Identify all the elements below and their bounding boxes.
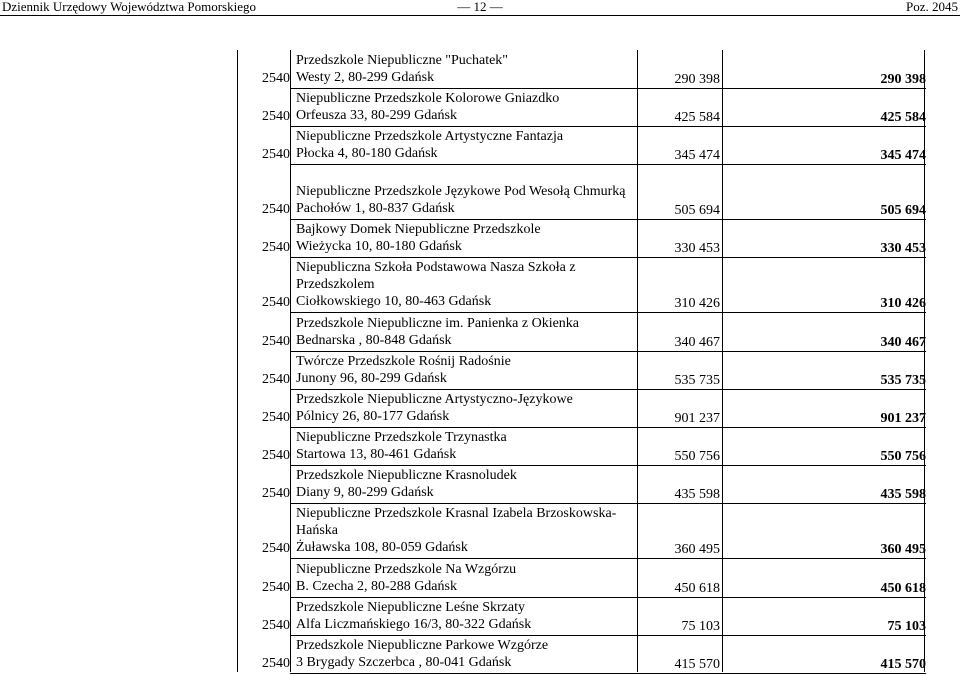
section-code: 2540	[262, 334, 290, 349]
total-value: 450 618	[880, 581, 926, 596]
name-line: Ciołkowskiego 10, 80-463 Gdańsk	[296, 294, 492, 309]
name-line: Przedszkole Niepubliczne Krasnoludek	[296, 468, 517, 483]
institution-name	[296, 315, 636, 349]
institution-name	[296, 467, 636, 501]
name-line: Przedszkole Niepubliczne Leśne Skrzaty	[296, 600, 525, 615]
total-value: 330 453	[880, 241, 926, 256]
name-line: Niepubliczne Przedszkole Artystyczne Fantazja	[296, 129, 564, 144]
page-number: — 12 —	[457, 0, 503, 14]
section-code: 2540	[262, 71, 290, 86]
institution-name	[296, 221, 636, 255]
row-separator	[290, 351, 926, 352]
total-value: 505 694	[880, 203, 926, 218]
name-line: Junony 96, 80-299 Gdańsk	[296, 371, 447, 386]
section-code: 2540	[262, 410, 290, 425]
journal-title: Dziennik Urzędowy Województwa Pomorskiego	[2, 0, 256, 14]
name-line: Diany 9, 80-299 Gdańsk	[296, 485, 434, 500]
total-value: 425 584	[880, 110, 926, 125]
name-line: Niepubliczna Szkoła Podstawowa Nasza Szkoła z	[296, 260, 576, 275]
name-line: Niepubliczne Przedszkole Trzynastka	[296, 430, 507, 445]
name-line: Niepubliczne Przedszkole Kolorowe Gniazdko	[296, 91, 560, 106]
name-line: Przedszkole Niepubliczne Artystyczno-Językowe	[296, 392, 573, 407]
institution-name	[296, 353, 636, 387]
amount-value: 415 570	[674, 657, 720, 672]
amount-value: 290 398	[674, 72, 720, 87]
total-value: 290 398	[880, 72, 926, 87]
section-code: 2540	[262, 541, 290, 556]
section-code: 2540	[262, 618, 290, 633]
row-separator	[290, 389, 926, 390]
amount-value: 330 453	[674, 241, 720, 256]
name-line: Westy 2, 80-299 Gdańsk	[296, 70, 435, 85]
name-line: Niepubliczne Przedszkole Krasnal Izabela Brzoskowska-	[296, 506, 617, 521]
total-value: 415 570	[880, 657, 926, 672]
total-value: 340 467	[880, 335, 926, 350]
section-code: 2540	[262, 295, 290, 310]
name-line: Wieżycka 10, 80-180 Gdańsk	[296, 239, 462, 254]
row-separator	[290, 219, 926, 220]
amount-value: 75 103	[681, 619, 720, 634]
name-line: 3 Brygady Szczerbca , 80-041 Gdańsk	[296, 655, 512, 670]
page-header	[0, 0, 960, 16]
header-rule	[0, 15, 960, 16]
column-divider	[637, 50, 638, 672]
total-value: 550 756	[880, 449, 926, 464]
section-code: 2540	[262, 486, 290, 501]
institution-name	[296, 52, 636, 86]
institution-name	[296, 599, 636, 633]
section-code: 2540	[262, 372, 290, 387]
amount-value: 550 756	[674, 449, 720, 464]
name-line: Niepubliczne Przedszkole Na Wzgórzu	[296, 562, 517, 577]
name-line: Przedszkolem	[296, 277, 375, 292]
amount-value: 450 618	[674, 581, 720, 596]
name-line: Bednarska , 80-848 Gdańsk	[296, 333, 452, 348]
name-line: Pachołów 1, 80-837 Gdańsk	[296, 201, 455, 216]
section-code: 2540	[262, 656, 290, 671]
section-code: 2540	[262, 448, 290, 463]
row-separator	[290, 427, 926, 428]
amount-value: 505 694	[674, 203, 720, 218]
name-line: Hańska	[296, 523, 338, 538]
institution-name	[296, 391, 636, 425]
total-value: 535 735	[880, 373, 926, 388]
institution-name	[296, 637, 636, 671]
row-separator	[290, 635, 926, 636]
row-separator	[290, 465, 926, 466]
name-line: B. Czecha 2, 80-288 Gdańsk	[296, 579, 457, 594]
total-value: 435 598	[880, 487, 926, 502]
column-divider	[924, 50, 925, 672]
institution-name	[296, 505, 636, 556]
name-line: Bajkowy Domek Niepubliczne Przedszkole	[296, 222, 541, 237]
name-line: Niepubliczne Przedszkole Językowe Pod Wesołą Chmurką	[296, 184, 626, 199]
section-code: 2540	[262, 580, 290, 595]
amount-value: 535 735	[674, 373, 720, 388]
row-separator	[290, 164, 926, 165]
institution-name	[296, 90, 636, 124]
name-line: Startowa 13, 80-461 Gdańsk	[296, 447, 457, 462]
amount-value: 310 426	[674, 296, 720, 311]
total-value: 901 237	[880, 411, 926, 426]
name-line: Przedszkole Niepubliczne "Puchatek"	[296, 53, 509, 68]
name-line: Alfa Liczmańskiego 16/3, 80-322 Gdańsk	[296, 617, 532, 632]
name-line: Orfeusza 33, 80-299 Gdańsk	[296, 108, 457, 123]
name-line: Przedszkole Niepubliczne Parkowe Wzgórze	[296, 638, 549, 653]
row-separator	[290, 558, 926, 559]
institution-name	[296, 128, 636, 162]
amount-value: 901 237	[674, 411, 720, 426]
amount-value: 360 495	[674, 542, 720, 557]
section-code: 2540	[262, 202, 290, 217]
institution-name	[296, 183, 636, 217]
section-code: 2540	[262, 109, 290, 124]
total-value: 360 495	[880, 542, 926, 557]
row-separator	[290, 88, 926, 89]
amount-value: 435 598	[674, 487, 720, 502]
total-value: 310 426	[880, 296, 926, 311]
name-line: Żuławska 108, 80-059 Gdańsk	[296, 540, 468, 555]
row-separator	[290, 257, 926, 258]
row-separator	[290, 503, 926, 504]
institution-name	[296, 259, 636, 310]
name-line: Przedszkole Niepubliczne im. Panienka z Okienka	[296, 316, 580, 331]
column-divider	[722, 50, 723, 672]
section-code: 2540	[262, 147, 290, 162]
total-value: 345 474	[880, 148, 926, 163]
institution-name	[296, 429, 636, 463]
section-code: 2540	[262, 240, 290, 255]
row-separator	[290, 597, 926, 598]
name-line: Płocka 4, 80-180 Gdańsk	[296, 146, 438, 161]
row-separator	[290, 312, 926, 313]
position-number: Poz. 2045	[906, 0, 958, 14]
amount-value: 425 584	[674, 110, 720, 125]
column-divider	[290, 50, 291, 672]
name-line: Twórcze Przedszkole Rośnij Radośnie	[296, 354, 511, 369]
name-line: Pólnicy 26, 80-177 Gdańsk	[296, 409, 450, 424]
amount-value: 340 467	[674, 335, 720, 350]
total-value: 75 103	[887, 619, 926, 634]
amount-value: 345 474	[674, 148, 720, 163]
row-separator	[290, 126, 926, 127]
institution-name	[296, 561, 636, 595]
